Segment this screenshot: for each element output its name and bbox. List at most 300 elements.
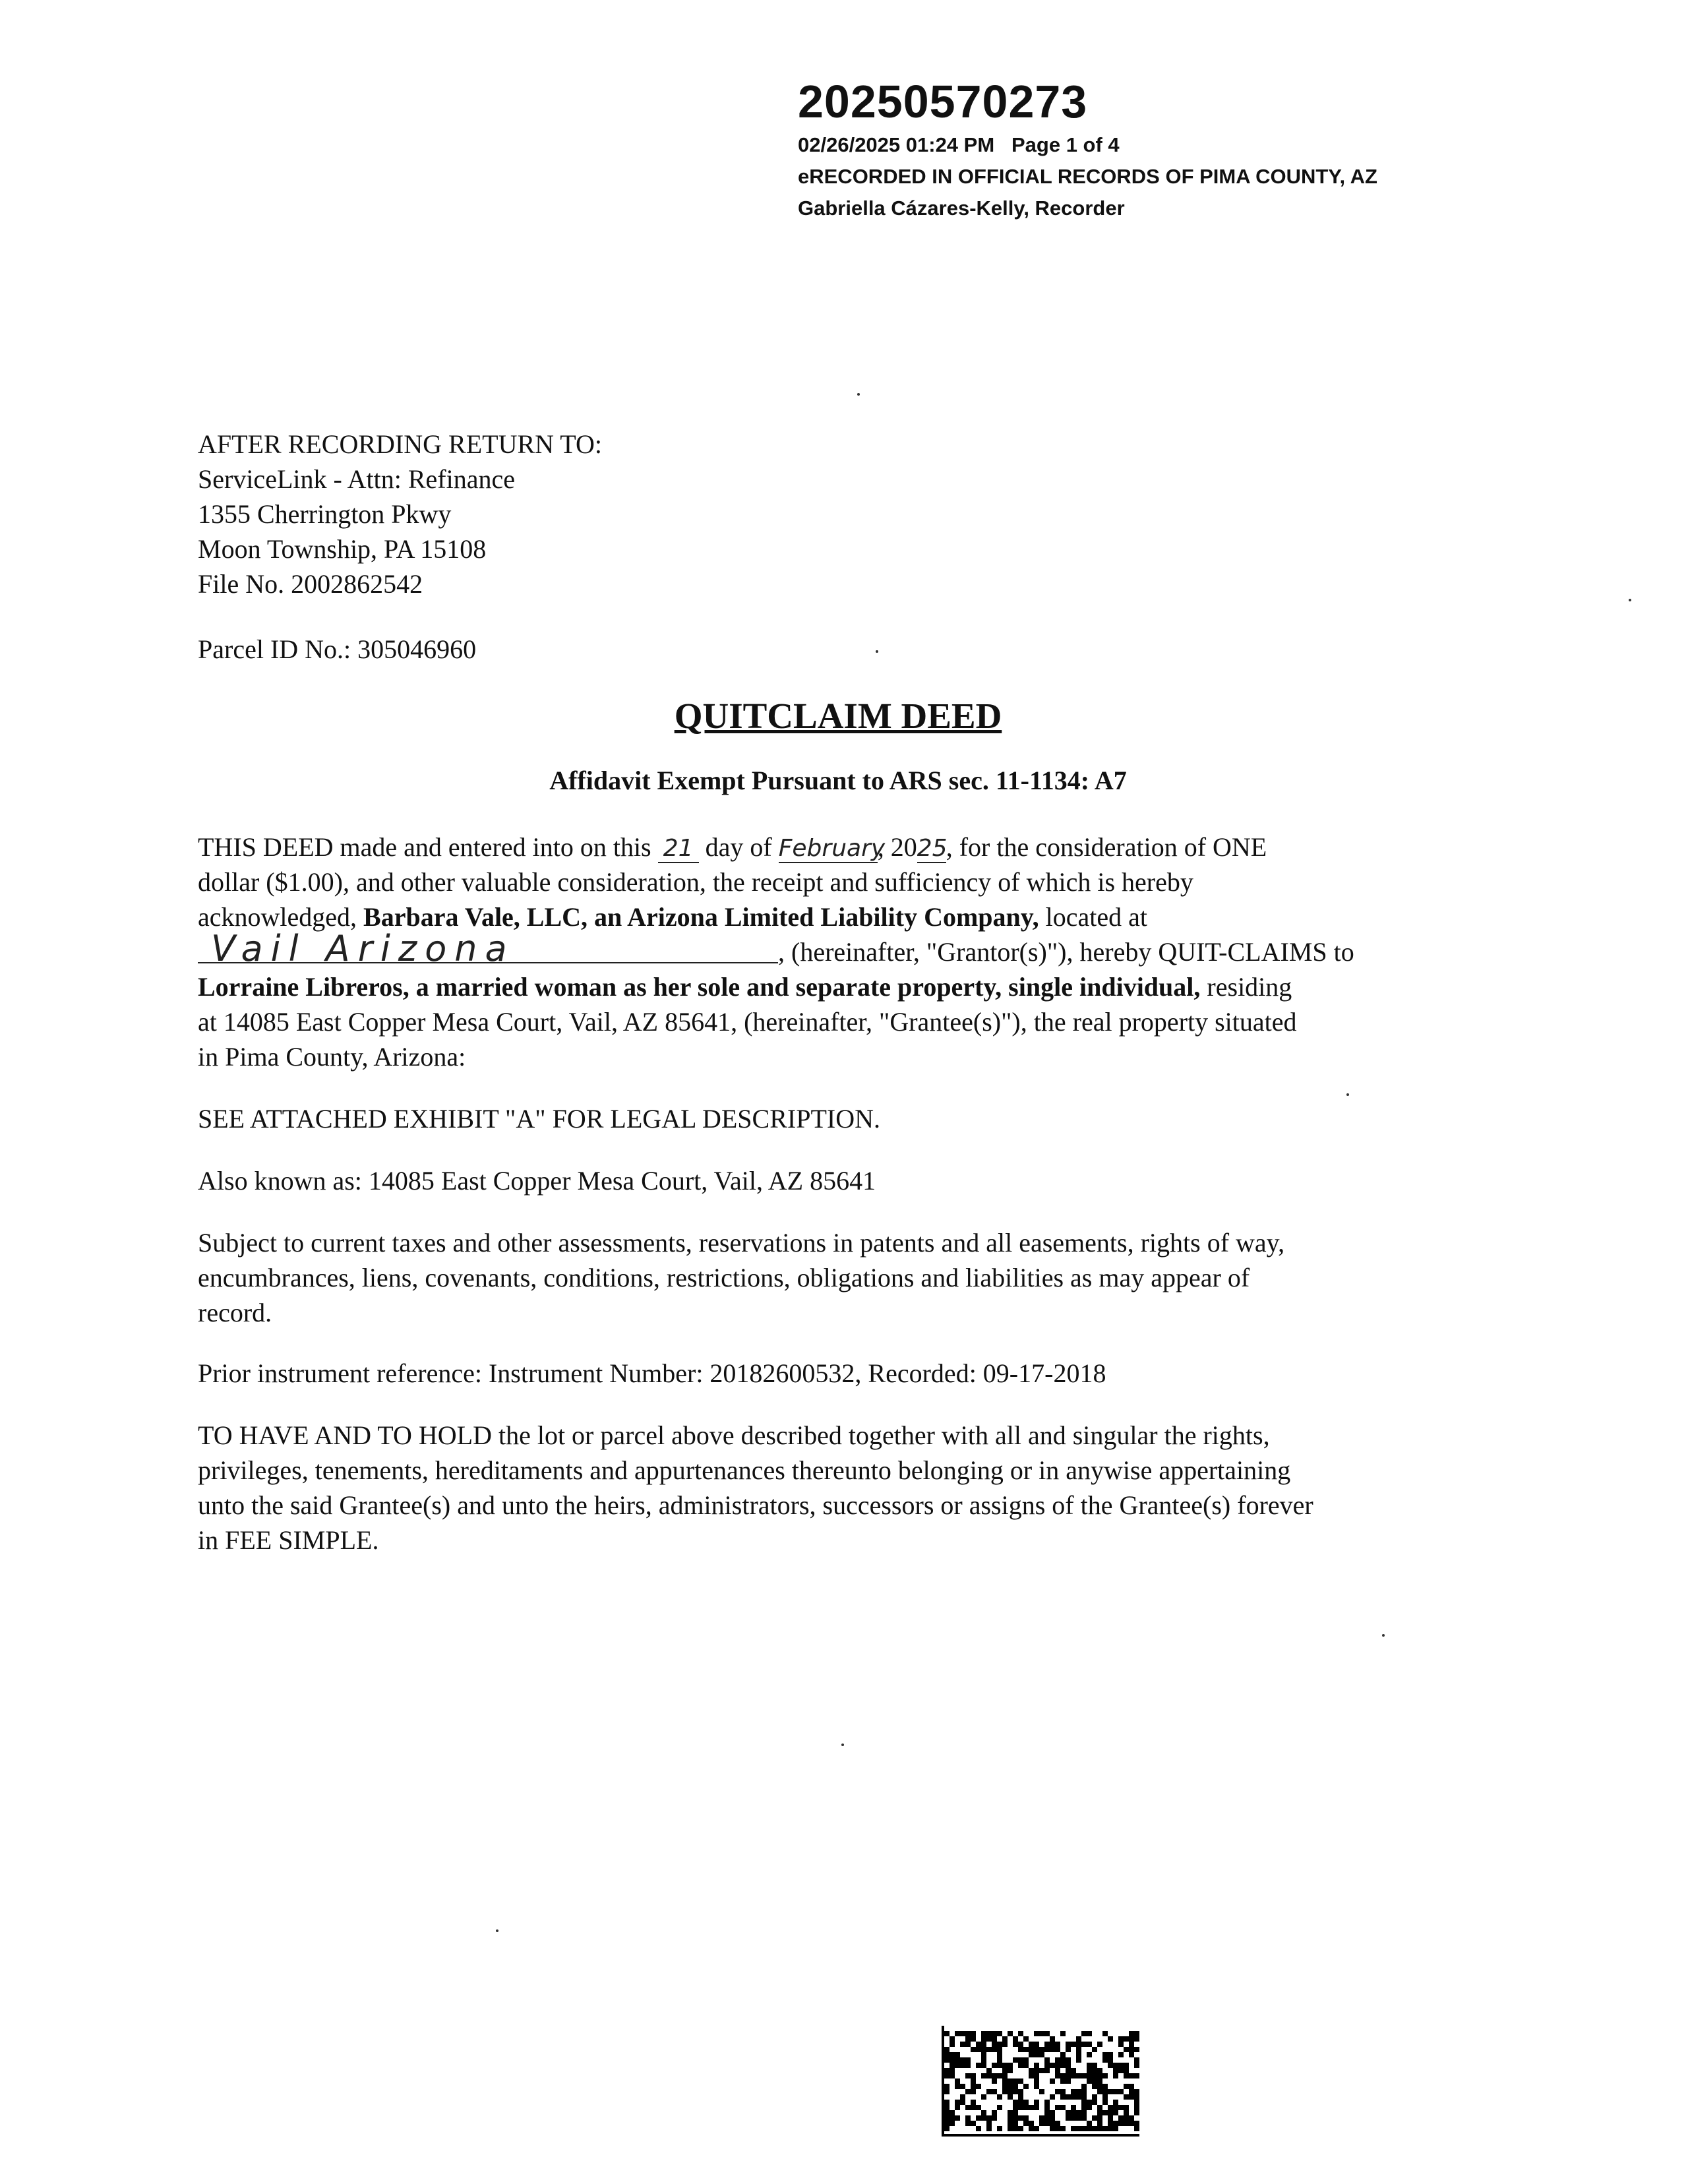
- barcode-module: [1076, 2052, 1081, 2057]
- barcode-module: [1124, 2036, 1129, 2042]
- barcode-module: [1118, 2105, 1124, 2110]
- barcode-module: [971, 2047, 976, 2052]
- grantee-name: Lorraine Libreros, a married woman as her sole and separate property, single individual,: [198, 972, 1201, 1002]
- barcode-module: [1134, 2036, 1139, 2042]
- barcode-module: [981, 2073, 986, 2078]
- barcode-module: [1118, 2063, 1124, 2068]
- barcode-module: [986, 2126, 992, 2131]
- barcode-module: [1044, 2068, 1050, 2073]
- barcode-module: [1066, 2078, 1071, 2084]
- barcode-module: [1087, 2068, 1092, 2073]
- parcel-id: Parcel ID No.: 305046960: [198, 634, 477, 664]
- barcode-module: [960, 2100, 965, 2105]
- barcode-module: [944, 2047, 950, 2052]
- barcode-module: [1108, 2063, 1113, 2068]
- barcode-module: [981, 2036, 986, 2042]
- barcode-module: [997, 2105, 1002, 2110]
- barcode-module: [1013, 2084, 1018, 2089]
- barcode-module: [1102, 2052, 1108, 2057]
- file-number: File No. 2002862542: [198, 569, 423, 599]
- barcode-module: [1050, 2121, 1055, 2126]
- barcode-module: [1092, 2084, 1097, 2089]
- barcode-module: [1071, 2089, 1076, 2094]
- barcode-module: [965, 2115, 971, 2121]
- barcode-module: [1097, 2105, 1102, 2110]
- barcode-module: [1081, 2094, 1087, 2100]
- barcode-module: [955, 2105, 960, 2110]
- barcode-module: [1002, 2084, 1008, 2089]
- barcode-module: [1124, 2094, 1129, 2100]
- barcode-module: [1092, 2100, 1097, 2105]
- return-to-street: 1355 Cherrington Pkwy: [198, 499, 452, 529]
- barcode-module: [1023, 2115, 1029, 2121]
- barcode-module: [1050, 2110, 1055, 2115]
- habendum-paragraph: TO HAVE AND TO HOLD the lot or parcel above described together with all and singular the rights, privileges, tenements, hereditaments and appurtenances thereunto belonging or in anywise appertaining unto the said Grantee(s) and unto the heirs, administrators, successors or assigns of the Grantee(s) forever in FEE SIMPLE.: [198, 1420, 1313, 1555]
- barcode-module: [1029, 2052, 1034, 2057]
- barcode-module: [1066, 2094, 1071, 2100]
- barcode-module: [971, 2078, 976, 2084]
- barcode-module: [1087, 2042, 1092, 2047]
- barcode-module: [1081, 2100, 1087, 2105]
- barcode-module: [1013, 2115, 1018, 2121]
- barcode-module: [1124, 2084, 1129, 2089]
- barcode-module: [1134, 2089, 1139, 2094]
- barcode-module: [944, 2126, 950, 2131]
- barcode-module: [1060, 2105, 1066, 2110]
- barcode-module: [1008, 2121, 1013, 2126]
- barcode-module: [976, 2126, 981, 2131]
- barcode-module: [971, 2084, 976, 2089]
- barcode-module: [950, 2042, 955, 2047]
- barcode-module: [944, 2121, 950, 2126]
- barcode-module: [955, 2100, 960, 2105]
- barcode-module: [981, 2031, 986, 2036]
- barcode-module: [1118, 2036, 1124, 2042]
- barcode-module: [986, 2121, 992, 2126]
- barcode-module: [1023, 2036, 1029, 2042]
- grantor-name: Barbara Vale, LLC, an Arizona Limited Liability Company,: [363, 902, 1039, 932]
- barcode-module: [1044, 2100, 1050, 2105]
- barcode-module: [1092, 2126, 1097, 2131]
- barcode-module: [1134, 2094, 1139, 2100]
- barcode-module: [1023, 2105, 1029, 2110]
- barcode-module: [1097, 2110, 1102, 2115]
- barcode-module: [1050, 2094, 1055, 2100]
- barcode-module: [976, 2115, 981, 2121]
- barcode-module: [1087, 2078, 1092, 2084]
- barcode-module: [1076, 2115, 1081, 2121]
- barcode-module: [955, 2031, 960, 2036]
- barcode-module: [1060, 2126, 1066, 2131]
- barcode-module: [976, 2105, 981, 2110]
- barcode-module: [1029, 2047, 1034, 2052]
- barcode-module: [1102, 2057, 1108, 2063]
- barcode-module: [965, 2089, 971, 2094]
- barcode-module: [1118, 2052, 1124, 2057]
- barcode-module: [1044, 2057, 1050, 2063]
- barcode-module: [1034, 2073, 1039, 2078]
- deed-line-5: Lorraine Libreros, a married woman as her sole and separate property, single individual, residing: [198, 972, 1292, 1002]
- barcode-module: [950, 2052, 955, 2057]
- barcode-module: [965, 2042, 971, 2047]
- barcode-module: [1055, 2057, 1060, 2063]
- barcode-module: [1102, 2100, 1108, 2105]
- barcode-module: [1039, 2047, 1044, 2052]
- barcode-module: [1013, 2100, 1018, 2105]
- barcode-module: [992, 2078, 997, 2084]
- barcode-module: [1034, 2078, 1039, 2084]
- scan-speck: [496, 1929, 498, 1932]
- barcode-module: [965, 2031, 971, 2036]
- barcode-module: [944, 2057, 950, 2063]
- also-known-as: Also known as: 14085 East Copper Mesa Court, Vail, AZ 85641: [198, 1166, 876, 1196]
- barcode-module: [1124, 2110, 1129, 2115]
- barcode-module: [1039, 2068, 1044, 2073]
- barcode-module: [960, 2094, 965, 2100]
- document-subtitle: Affidavit Exempt Pursuant to ARS sec. 11-1134: A7: [549, 766, 1127, 795]
- barcode-module: [1044, 2063, 1050, 2068]
- barcode-module: [1034, 2063, 1039, 2068]
- barcode-module: [1013, 2036, 1018, 2042]
- barcode-module: [1102, 2089, 1108, 2094]
- barcode-module: [950, 2063, 955, 2068]
- barcode-module: [1134, 2126, 1139, 2131]
- barcode-module: [944, 2089, 950, 2094]
- barcode-module: [1018, 2078, 1023, 2084]
- barcode-module: [1092, 2063, 1097, 2068]
- scan-speck: [1629, 599, 1631, 601]
- barcode-module: [1113, 2063, 1118, 2068]
- barcode-module: [965, 2121, 971, 2126]
- barcode-module: [1060, 2052, 1066, 2057]
- barcode-module: [955, 2084, 960, 2089]
- barcode-module: [1023, 2063, 1029, 2068]
- barcode-module: [1102, 2110, 1108, 2115]
- barcode-module: [997, 2063, 1002, 2068]
- barcode-module: [1013, 2126, 1018, 2131]
- barcode-module: [944, 2084, 950, 2089]
- barcode-module: [1018, 2100, 1023, 2105]
- barcode-module: [960, 2057, 965, 2063]
- barcode-module: [944, 2100, 950, 2105]
- barcode-module: [1108, 2126, 1113, 2131]
- barcode-module: [1118, 2042, 1124, 2047]
- barcode-module: [1124, 2063, 1129, 2068]
- barcode-module: [1018, 2126, 1023, 2131]
- barcode-module: [981, 2110, 986, 2115]
- barcode-module: [1087, 2121, 1092, 2126]
- barcode-module: [1129, 2047, 1134, 2052]
- barcode-module: [986, 2089, 992, 2094]
- barcode-module: [1081, 2105, 1087, 2110]
- barcode-module: [1102, 2073, 1108, 2078]
- barcode-module: [1008, 2063, 1013, 2068]
- barcode-module: [950, 2110, 955, 2115]
- barcode-module: [986, 2031, 992, 2036]
- barcode-module: [1013, 2042, 1018, 2047]
- barcode-module: [1066, 2063, 1071, 2068]
- barcode-module: [1050, 2115, 1055, 2121]
- barcode-module: [992, 2047, 997, 2052]
- barcode-module: [986, 2068, 992, 2073]
- barcode-module: [1129, 2036, 1134, 2042]
- barcode-module: [1039, 2115, 1044, 2121]
- barcode-module: [1076, 2036, 1081, 2042]
- barcode-module: [1118, 2115, 1124, 2121]
- barcode-module: [1013, 2057, 1018, 2063]
- barcode-module: [1129, 2089, 1134, 2094]
- barcode-module: [1092, 2094, 1097, 2100]
- barcode-module: [1081, 2126, 1087, 2131]
- barcode-module: [971, 2073, 976, 2078]
- barcode-module: [1087, 2105, 1092, 2110]
- barcode-module: [1129, 2073, 1134, 2078]
- barcode-module: [1050, 2042, 1055, 2047]
- barcode-module: [1124, 2115, 1129, 2121]
- barcode-module: [1044, 2115, 1050, 2121]
- barcode-module: [1108, 2121, 1113, 2126]
- barcode-module: [1008, 2031, 1013, 2036]
- barcode-module: [1124, 2105, 1129, 2110]
- barcode-module: [1039, 2089, 1044, 2094]
- barcode-module: [1002, 2036, 1008, 2042]
- barcode-module: [1023, 2084, 1029, 2089]
- barcode-module: [1076, 2057, 1081, 2063]
- barcode-module: [950, 2073, 955, 2078]
- instrument-number: 20250570273: [798, 76, 1088, 127]
- barcode-module: [986, 2073, 992, 2078]
- barcode-module: [1076, 2110, 1081, 2115]
- barcode-module: [950, 2036, 955, 2042]
- barcode-module: [1055, 2105, 1060, 2110]
- barcode-module: [1097, 2068, 1102, 2073]
- barcode-module: [981, 2063, 986, 2068]
- scan-speck: [1382, 1634, 1385, 1637]
- barcode-module: [1113, 2110, 1118, 2115]
- barcode-module: [997, 2126, 1002, 2131]
- barcode-module: [1102, 2031, 1108, 2036]
- barcode-module: [1055, 2042, 1060, 2047]
- barcode-module: [1002, 2068, 1008, 2073]
- barcode-module: [1023, 2100, 1029, 2105]
- barcode-module: [1023, 2057, 1029, 2063]
- barcode-module: [992, 2073, 997, 2078]
- barcode-module: [1108, 2115, 1113, 2121]
- recorded-official-records: eRECORDED IN OFFICIAL RECORDS OF PIMA COUNTY, AZ: [798, 165, 1377, 188]
- barcode-module: [1002, 2089, 1008, 2094]
- barcode-module: [1129, 2115, 1134, 2121]
- barcode-module: [1134, 2110, 1139, 2115]
- barcode-module: [1097, 2121, 1102, 2126]
- handwritten-year: 25: [917, 835, 948, 862]
- barcode-module: [1055, 2126, 1060, 2131]
- barcode-module: [1050, 2063, 1055, 2068]
- barcode-module: [1034, 2068, 1039, 2073]
- barcode-module: [1044, 2121, 1050, 2126]
- barcode-module: [1002, 2042, 1008, 2047]
- recording-datetime-page: 02/26/2025 01:24 PM Page 1 of 4: [798, 133, 1120, 156]
- barcode-module: [955, 2063, 960, 2068]
- barcode-module: [1034, 2047, 1039, 2052]
- barcode-module: [1039, 2052, 1044, 2057]
- barcode-module: [1034, 2084, 1039, 2089]
- barcode-module: [1081, 2031, 1087, 2036]
- barcode-module: [1071, 2094, 1076, 2100]
- barcode-module: [1013, 2105, 1018, 2110]
- barcode-module: [1066, 2068, 1071, 2073]
- barcode-module: [955, 2052, 960, 2057]
- barcode-module: [1018, 2042, 1023, 2047]
- barcode-module: [1044, 2047, 1050, 2052]
- barcode-module: [1124, 2068, 1129, 2073]
- barcode-module: [1018, 2063, 1023, 2068]
- barcode-module: [1013, 2121, 1018, 2126]
- barcode-module: [1097, 2089, 1102, 2094]
- barcode-module: [1087, 2063, 1092, 2068]
- barcode-module: [960, 2063, 965, 2068]
- return-to-block: [198, 427, 602, 601]
- barcode-module: [1066, 2073, 1071, 2078]
- barcode-module: [950, 2068, 955, 2073]
- barcode-module: [1076, 2126, 1081, 2131]
- barcode-module: [965, 2073, 971, 2078]
- barcode-module: [1076, 2094, 1081, 2100]
- barcode-module: [1029, 2042, 1034, 2047]
- barcode-module: [1066, 2115, 1071, 2121]
- barcode-module: [950, 2057, 955, 2063]
- barcode-module: [1055, 2121, 1060, 2126]
- barcode-module: [1134, 2031, 1139, 2036]
- barcode-module: [1087, 2126, 1092, 2131]
- barcode-module: [1087, 2100, 1092, 2105]
- barcode-module: [1034, 2042, 1039, 2047]
- barcode-module: [1008, 2084, 1013, 2089]
- barcode-module: [1118, 2068, 1124, 2073]
- barcode-module: [1066, 2057, 1071, 2063]
- barcode-module: [1081, 2115, 1087, 2121]
- barcode-module: [1076, 2042, 1081, 2047]
- barcode-module: [1097, 2042, 1102, 2047]
- barcode-module: [1029, 2126, 1034, 2131]
- barcode-module: [981, 2057, 986, 2063]
- barcode-module: [1055, 2047, 1060, 2052]
- barcode-module: [1113, 2073, 1118, 2078]
- scan-speck: [857, 393, 860, 396]
- barcode-module: [1071, 2115, 1076, 2121]
- barcode-module: [955, 2078, 960, 2084]
- barcode-module: [1018, 2057, 1023, 2063]
- barcode-module: [1124, 2047, 1129, 2052]
- barcode-module: [1002, 2073, 1008, 2078]
- barcode-module: [1092, 2073, 1097, 2078]
- barcode-module: [986, 2115, 992, 2121]
- barcode-module: [1076, 2047, 1081, 2052]
- deed-line-4: Vail Arizona , (hereinafter, "Grantor(s)"), hereby QUIT-CLAIMS to: [198, 934, 1484, 969]
- barcode-module: [1134, 2063, 1139, 2068]
- barcode-module: [1071, 2068, 1076, 2073]
- barcode-module: [1013, 2110, 1018, 2115]
- deed-line-2: dollar ($1.00), and other valuable consideration, the receipt and sufficiency of which is hereby: [198, 867, 1193, 897]
- barcode-module: [1071, 2110, 1076, 2115]
- barcode-module: [1039, 2121, 1044, 2126]
- barcode-module: [1134, 2073, 1139, 2078]
- barcode-module: [1071, 2126, 1076, 2131]
- barcode-module: [955, 2115, 960, 2121]
- barcode-module: [1097, 2126, 1102, 2131]
- barcode-module: [1081, 2110, 1087, 2115]
- barcode-module: [1071, 2105, 1076, 2110]
- barcode-module: [1050, 2078, 1055, 2084]
- deed-line-6: at 14085 East Copper Mesa Court, Vail, AZ 85641, (hereinafter, "Grantee(s)"), the real property situated: [198, 1007, 1297, 1037]
- deed-paragraph: [198, 830, 1484, 1074]
- barcode-module: [1060, 2057, 1066, 2063]
- barcode-module: [1055, 2068, 1060, 2073]
- barcode-module: [992, 2031, 997, 2036]
- barcode-module: [1055, 2073, 1060, 2078]
- barcode-module: [965, 2063, 971, 2068]
- barcode-module: [1060, 2063, 1066, 2068]
- barcode-module: [1008, 2068, 1013, 2073]
- barcode-module: [1134, 2121, 1139, 2126]
- return-to-city: Moon Township, PA 15108: [198, 534, 487, 564]
- barcode-module: [1134, 2057, 1139, 2063]
- barcode-module: [1102, 2094, 1108, 2100]
- barcode-module: [971, 2100, 976, 2105]
- scan-speck: [841, 1744, 844, 1746]
- barcode-module: [971, 2105, 976, 2110]
- barcode-module: [944, 2105, 950, 2110]
- barcode-module: [1134, 2047, 1139, 2052]
- barcode-module: [1076, 2089, 1081, 2094]
- barcode-module: [1055, 2063, 1060, 2068]
- barcode-module: [971, 2036, 976, 2042]
- barcode-module: [950, 2115, 955, 2121]
- barcode-module: [1113, 2089, 1118, 2094]
- barcode-module: [960, 2031, 965, 2036]
- barcode-module: [997, 2052, 1002, 2057]
- barcode-module: [1087, 2052, 1092, 2057]
- barcode-module: [944, 2052, 950, 2057]
- barcode-module: [1066, 2110, 1071, 2115]
- barcode-module: [981, 2094, 986, 2100]
- barcode-module: [1092, 2078, 1097, 2084]
- deed-line-3: acknowledged, Barbara Vale, LLC, an Arizona Limited Liability Company, located at: [198, 902, 1147, 932]
- prior-instrument-reference: Prior instrument reference: Instrument Number: 20182600532, Recorded: 09-17-2018: [198, 1358, 1106, 1388]
- barcode-module: [992, 2115, 997, 2121]
- return-to-heading: AFTER RECORDING RETURN TO:: [198, 429, 603, 459]
- barcode-module: [1113, 2121, 1118, 2126]
- barcode-module: [960, 2042, 965, 2047]
- barcode-module: [1087, 2073, 1092, 2078]
- barcode-module: [1008, 2094, 1013, 2100]
- barcode-module: [997, 2057, 1002, 2063]
- barcode-module: [1034, 2031, 1039, 2036]
- barcode-module: [1002, 2063, 1008, 2068]
- barcode-module: [944, 2110, 950, 2115]
- barcode-module: [1034, 2105, 1039, 2110]
- barcode-module: [1113, 2105, 1118, 2110]
- barcode-module: [1034, 2126, 1039, 2131]
- barcode-module: [944, 2068, 950, 2073]
- barcode-module: [944, 2073, 950, 2078]
- barcode-module: [992, 2042, 997, 2047]
- barcode-module: [1060, 2031, 1066, 2036]
- barcode-module: [981, 2052, 986, 2057]
- barcode-module: [1018, 2115, 1023, 2121]
- barcode-module: [981, 2047, 986, 2052]
- recorder-name: Gabriella Cázares-Kelly, Recorder: [798, 197, 1125, 220]
- handwritten-grantor-location: Vail Arizona: [198, 936, 778, 963]
